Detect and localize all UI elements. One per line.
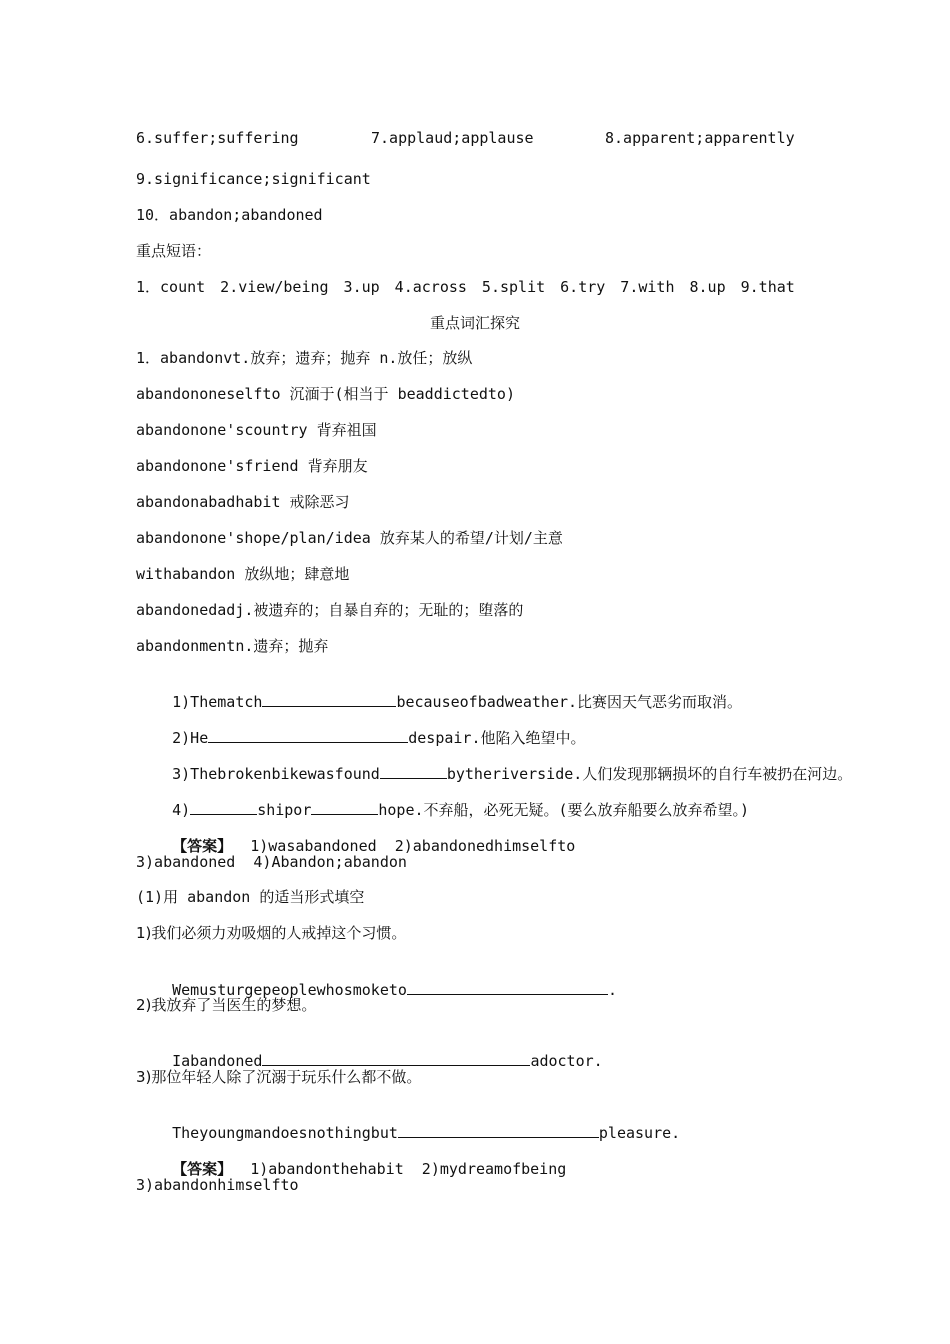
answer2-line2: 3)abandonhimselfto [136,1176,299,1194]
q4-blank-2 [311,800,378,815]
q1-en-blank [407,980,608,995]
answer-item-7: 7.applaud;applause [371,129,534,147]
q3-text-before: 3)Thebrokenbikewasfound [172,765,380,783]
phrases-heading: 重点短语： [136,242,212,260]
answer2-text: 1)abandonthehabit 2)mydreamofbeing [232,1160,567,1178]
q2-en-after: adoctor. [530,1052,603,1070]
vocab-line: withabandon 放纵地；肆意地 [136,565,350,583]
q1-text-after: becauseofbadweather.比赛因天气恶劣而取消。 [396,693,743,711]
exercise2-q2-cn: 2)我放弃了当医生的梦想。 [136,996,317,1014]
phrases-answers: 1．count 2.view/being 3.up 4.across 5.split 6.try 7.with 8.up 9.that [136,278,795,296]
q3-en-before: Theyoungmandoesnothingbut [172,1124,398,1142]
vocab-line: abandonabadhabit 戒除恶习 [136,493,350,511]
vocab-line: abandonedadj.被遗弃的；自暴自弃的；无耻的；堕落的 [136,601,524,619]
q4-text-before: 4) [172,801,191,819]
q1-blank [262,692,396,707]
q1-en-after: . [607,981,617,999]
answer1-line2: 3)abandoned 4)Abandon;abandon [136,853,407,871]
q3-en-blank [398,1123,599,1138]
q2-text-after: despair.他陷入绝望中。 [408,729,586,747]
q4-text-after: hope.不弃船，必死无疑。(要么放弃船要么放弃希望。) [378,801,750,819]
q1-en-before: Wemusturgepeoplewhosmoketo [172,981,407,999]
vocab-line: abandononeselfto 沉湎于(相当于 beaddictedto) [136,385,515,403]
vocab-line: abandonone'shope/plan/idea 放弃某人的希望/计划/主意 [136,529,563,547]
answer-item-6: 6.suffer;suffering [136,129,299,147]
answer-item-10: 10．abandon;abandoned [136,206,323,224]
q4-blank-1 [190,800,257,815]
q2-en-before: Iabandoned [172,1052,263,1070]
answer-label: 【答案】 [172,1160,233,1178]
exercise2-instruction: (1)用 abandon 的适当形式填空 [136,888,365,906]
section-title: 重点词汇探究 [429,314,520,332]
q3-blank [380,764,447,779]
vocab-line: abandonone'scountry 背弃祖国 [136,421,377,439]
vocab-line: abandonmentn.遗弃；抛弃 [136,637,329,655]
answer-item-9: 9.significance;significant [136,170,371,188]
answer-label: 【答案】 [172,837,233,855]
answer1-text: 1)wasabandoned 2)abandonedhimselfto [232,837,576,855]
q4-text-mid: shipor [257,801,312,819]
q3-text-after: bytheriverside.人们发现那辆损坏的自行车被扔在河边。 [446,765,853,783]
q2-text-before: 2)He [172,729,209,747]
q2-blank [208,728,408,743]
exercise2-q1-cn: 1)我们必须力劝吸烟的人戒掉这个习惯。 [136,924,407,942]
vocab-line: 1．abandonvt.放弃；遗弃；抛弃 n.放任；放纵 [136,349,473,367]
exercise2-q3-cn: 3)那位年轻人除了沉溺于玩乐什么都不做。 [136,1068,422,1086]
answer-item-8: 8.apparent;apparently [605,129,795,147]
q3-en-after: pleasure. [598,1124,681,1142]
vocab-line: abandonone'sfriend 背弃朋友 [136,457,368,475]
q1-text-before: 1)Thematch [172,693,263,711]
q2-en-blank [262,1051,530,1066]
